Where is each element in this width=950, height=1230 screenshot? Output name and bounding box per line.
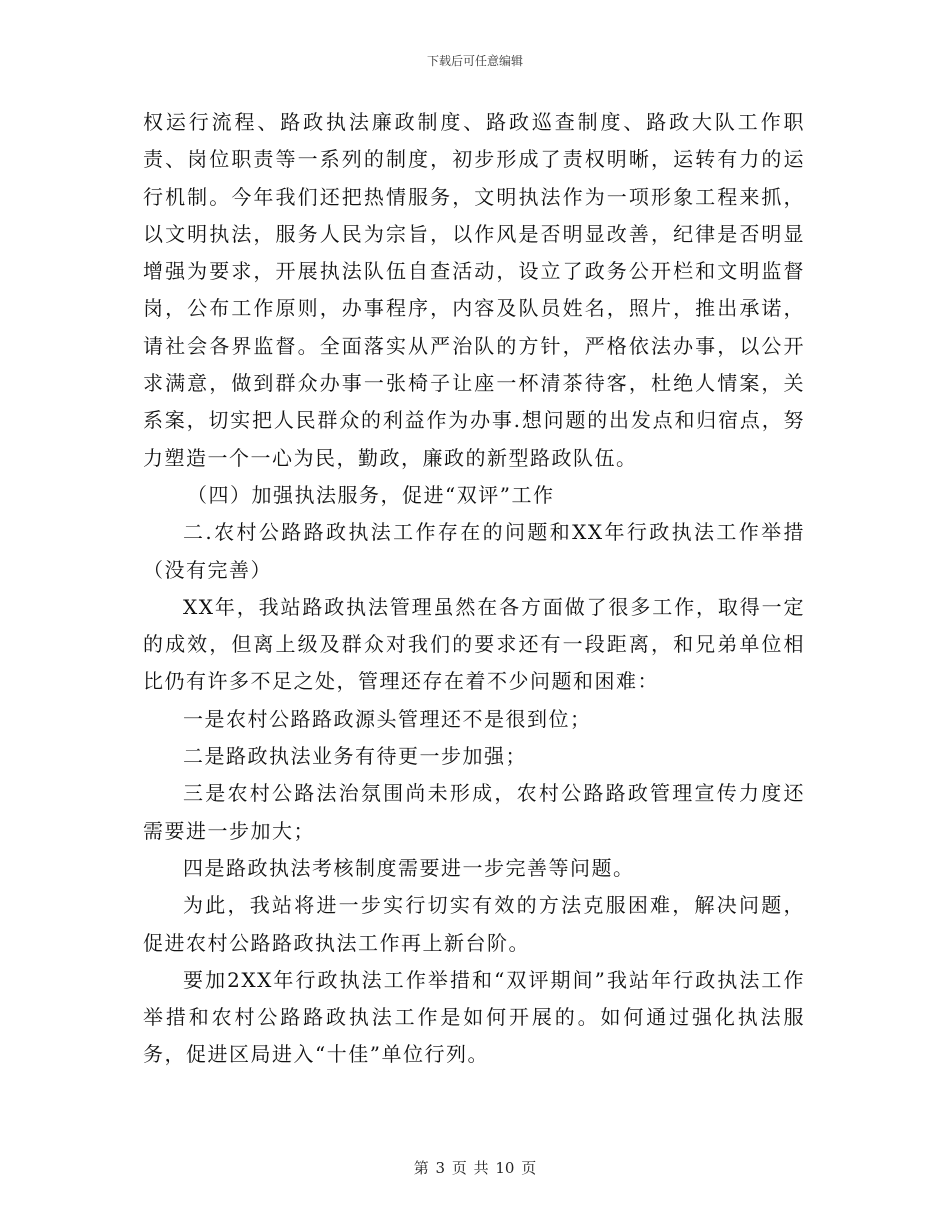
paragraph-plan: 要加2XX年行政执法工作举措和“双评期间”我站年行政执法工作举措和农村公路路政执法工作是如何开展的。如何通过强化执法服务，促进区局进入“十佳”单位行列。 — [143, 967, 805, 1067]
document-body — [143, 104, 805, 1074]
page-number: 第 3 页 共 10 页 — [413, 1159, 537, 1177]
problem-item-3: 三是农村公路法治氛围尚未形成，农村公路路政管理宣传力度还需要进一步加大； — [143, 781, 805, 843]
problem-item-1: 一是农村公路路政源头管理还不是很到位； — [183, 706, 592, 731]
paragraph-measures: 为此，我站将进一步实行切实有效的方法克服困难，解决问题，促进农村公路路政执法工作再上新台阶。 — [143, 893, 805, 955]
paragraph-summary: XX年，我站路政执法管理虽然在各方面做了很多工作，取得一定的成效，但离上级及群众对我们的要求还有一段距离，和兄弟单位相比仍有许多不足之处，管理还存在着不少问题和困难： — [143, 594, 805, 694]
problem-item-2: 二是路政执法业务有待更一步加强； — [183, 744, 527, 769]
problem-item-4: 四是路政执法考核制度需要进一步完善等问题。 — [183, 855, 635, 880]
section-heading-four: （四）加强执法服务，促进“双评”工作 — [187, 482, 555, 507]
section-heading-two: 二.农村公路路政执法工作存在的问题和XX年行政执法工作举措（没有完善） — [143, 520, 805, 582]
page-header-note: 下载后可任意编辑 — [426, 54, 523, 68]
paragraph-continuation: 权运行流程、路政执法廉政制度、路政巡查制度、路政大队工作职责、岗位职责等一系列的制度，初步形成了责权明晰，运转有力的运行机制。今年我们还把热情服务，文明执法作为一项形象工程来抓，以文明执法，服务人民为宗旨，以作风是否明显改善，纪律是否明显增强为要求，开展执法队伍自查活动，设立了政务公开栏和文明监督岗，公布工作原则，办事程序，内容及队员姓名，照片，推出承诺，请社会各界监督。全面落实从严治队的方针，严格依法办事，以公开求满意，做到群众办事一张椅子让座一杯清茶待客，杜绝人情案，关系案，切实把人民群众的利益作为办事.想问题的出发点和归宿点，努力塑造一个一心为民，勤政，廉政的新型路政队伍。 — [143, 110, 805, 470]
